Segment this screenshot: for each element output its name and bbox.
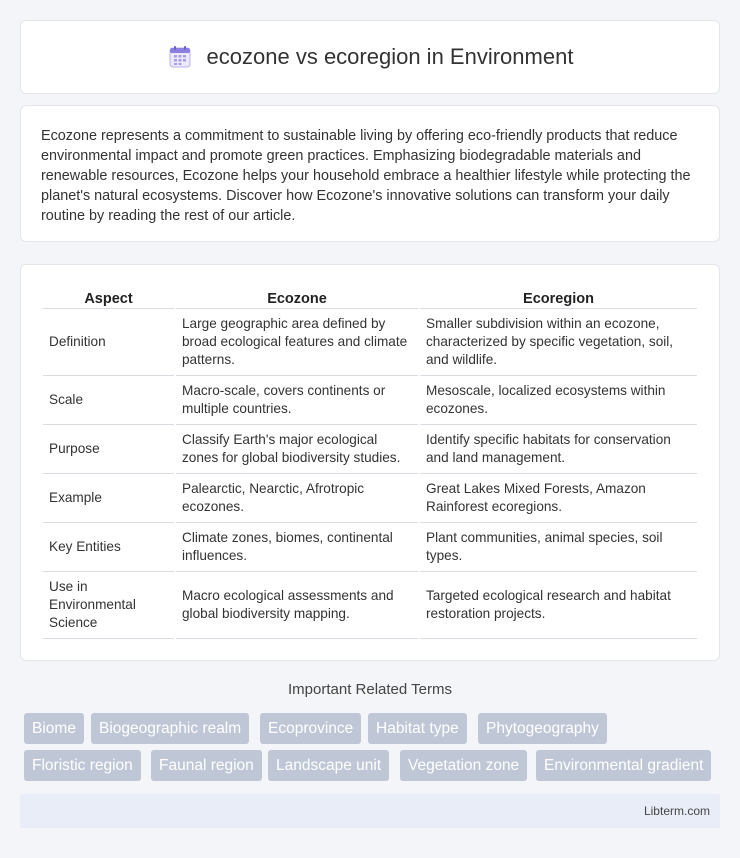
row-aspect: Example xyxy=(43,474,174,523)
term-tag-ecoprovince[interactable]: Ecoprovince xyxy=(260,713,361,744)
term-tag-environmental-gradient[interactable]: Environmental gradient xyxy=(536,750,711,781)
related-terms-title: Important Related Terms xyxy=(288,681,452,698)
column-header-ecozone: Ecozone xyxy=(176,287,418,309)
intro-text: Ecozone represents a commitment to sustainable living by offering eco-friendly products that reduce environmental impact and promote green practices. Emphasizing biodegradable materials and renewable resources, Ecozone helps your household embrace a healthier lifestyle while protecting the planet's natural ecosystems. Discover how Ecozone's innovative solutions can transform your daily routine by reading the rest of our article. xyxy=(41,128,691,224)
term-tag-floristic-region[interactable]: Floristic region xyxy=(24,750,141,781)
term-tag-phytogeography[interactable]: Phytogeography xyxy=(478,713,607,744)
term-tag-biogeographic-realm[interactable]: Biogeographic realm xyxy=(91,713,249,744)
footer xyxy=(20,794,720,828)
table-row xyxy=(43,572,697,639)
intro-card xyxy=(20,105,720,242)
row-ecozone: Large geographic area defined by broad ecological features and climate patterns. xyxy=(176,309,418,376)
row-ecozone: Macro ecological assessments and global biodiversity mapping. xyxy=(176,572,418,639)
row-aspect: Key Entities xyxy=(43,523,174,572)
row-aspect: Scale xyxy=(43,376,174,425)
term-tag-landscape-unit[interactable]: Landscape unit xyxy=(268,750,389,781)
table-row xyxy=(43,309,697,376)
table-row xyxy=(43,523,697,572)
table-row xyxy=(43,425,697,474)
column-header-aspect: Aspect xyxy=(43,287,174,309)
term-tag-biome[interactable]: Biome xyxy=(24,713,84,744)
row-ecoregion: Plant communities, animal species, soil types. xyxy=(420,523,697,572)
table-row xyxy=(43,376,697,425)
header-card xyxy=(20,20,720,94)
row-ecoregion: Targeted ecological research and habitat restoration projects. xyxy=(420,572,697,639)
row-ecozone: Classify Earth's major ecological zones for global biodiversity studies. xyxy=(176,425,418,474)
row-ecoregion: Smaller subdivision within an ecozone, characterized by specific vegetation, soil, and wildlife. xyxy=(420,309,697,376)
term-tag-vegetation-zone[interactable]: Vegetation zone xyxy=(400,750,527,781)
column-header-ecoregion: Ecoregion xyxy=(420,287,697,309)
comparison-card xyxy=(20,264,720,661)
comparison-table xyxy=(41,287,699,639)
page-title: ecozone vs ecoregion in Environment xyxy=(206,44,574,69)
table-row xyxy=(43,474,697,523)
row-ecoregion: Mesoscale, localized ecosystems within ecozones. xyxy=(420,376,697,425)
table-header-row xyxy=(43,287,697,309)
calendar-icon xyxy=(167,44,193,70)
row-aspect: Purpose xyxy=(43,425,174,474)
term-tag-habitat-type[interactable]: Habitat type xyxy=(368,713,467,744)
row-ecozone: Palearctic, Nearctic, Afrotropic ecozones. xyxy=(176,474,418,523)
row-aspect: Use in Environmental Science xyxy=(43,572,174,639)
row-aspect: Definition xyxy=(43,309,174,376)
term-tag-faunal-region[interactable]: Faunal region xyxy=(151,750,262,781)
row-ecozone: Climate zones, biomes, continental influences. xyxy=(176,523,418,572)
footer-site-link[interactable]: Libterm.com xyxy=(643,804,710,818)
row-ecoregion: Great Lakes Mixed Forests, Amazon Rainforest ecoregions. xyxy=(420,474,697,523)
row-ecozone: Macro-scale, covers continents or multiple countries. xyxy=(176,376,418,425)
row-ecoregion: Identify specific habitats for conservation and land management. xyxy=(420,425,697,474)
